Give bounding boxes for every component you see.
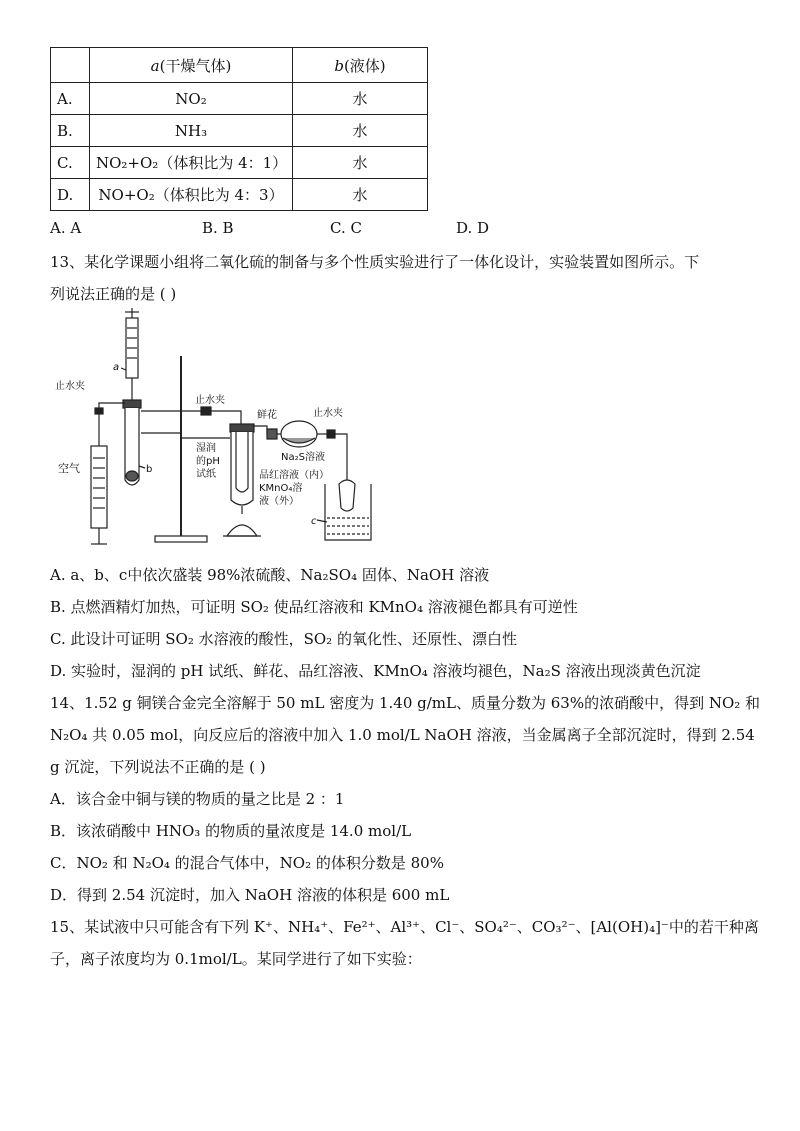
table-header-row <box>51 48 428 83</box>
label-pinhong-2: KMnO₄溶 <box>259 483 303 494</box>
row-gas: NO₂+O₂（体积比为 4：1） <box>90 147 293 179</box>
q15-stem-line2: 子，离子浓度均为 0.1mol/L。某同学进行了如下实验： <box>50 950 422 968</box>
q12-options <box>50 218 489 238</box>
label-air: 空气 <box>58 462 80 475</box>
label-stop-clamp-mid: 止水夹 <box>195 395 225 406</box>
row-liquid: 水 <box>293 115 428 147</box>
q14-stem-line1: 14、1.52 g 铜镁合金完全溶解于 50 mL 密度为 1.40 g/mL、质量分数为 63%的浓硝酸中，得到 NO₂ 和 <box>50 694 761 712</box>
var-b: b <box>334 56 344 75</box>
table-row <box>51 147 428 179</box>
table-header-blank <box>51 48 90 83</box>
label-ph-2: 的pH <box>196 456 220 467</box>
header-a-text: (干燥气体) <box>159 56 232 75</box>
funnel <box>339 480 355 511</box>
table-row <box>51 83 428 115</box>
q15-stem-line1: 15、某试液中只可能含有下列 K⁺、NH₄⁺、Fe²⁺、Al³⁺、Cl⁻、SO₄²⁻、CO₃²⁻、[Al(OH)₄]⁻中的若干种离 <box>50 918 759 936</box>
apparatus-diagram <box>55 308 385 550</box>
row-liquid: 水 <box>293 83 428 115</box>
q12-option-b[interactable]: B. B <box>202 219 234 237</box>
var-a: a <box>150 56 160 75</box>
q13-stem-line2: 列说法正确的是 ( ) <box>50 285 177 303</box>
gas-liquid-table <box>50 47 428 211</box>
row-gas: NO₂ <box>90 83 293 115</box>
label-stop-clamp-right: 止水夹 <box>313 408 343 419</box>
table-header-b <box>293 48 428 83</box>
label-a: a <box>113 362 120 373</box>
row-label: C. <box>51 147 90 179</box>
label-ph-1: 湿润 <box>196 443 216 454</box>
label-ph-3: 试纸 <box>196 469 216 480</box>
q14-stem-line3: g 沉淀，下列说法不正确的是 ( ) <box>50 758 266 776</box>
row-gas: NO+O₂（体积比为 4：3） <box>90 179 293 211</box>
row-liquid: 水 <box>293 179 428 211</box>
q14-option-a[interactable]: A．该合金中铜与镁的物质的量之比是 2 ：1 <box>50 790 345 808</box>
q12-option-a[interactable]: A. A <box>50 219 82 237</box>
q13-option-a[interactable]: A. a、b、c中依次盛装 98%浓硫酸、Na₂SO₄ 固体、NaOH 溶液 <box>50 566 490 584</box>
q13-stem-line1: 13、某化学课题小组将二氧化硫的制备与多个性质实验进行了一体化设计，实验装置如图所示。下 <box>50 253 700 271</box>
row-label: B. <box>51 115 90 147</box>
row-label: A. <box>51 83 90 115</box>
label-c: c <box>311 516 317 527</box>
q14-option-b[interactable]: B．该浓硝酸中 HNO₃ 的物质的量浓度是 14.0 mol/L <box>50 822 412 840</box>
row-liquid: 水 <box>293 147 428 179</box>
q12-option-d[interactable]: D. D <box>456 219 490 237</box>
label-b: b <box>146 464 153 475</box>
q12-option-c[interactable]: C. C <box>330 219 362 237</box>
label-stop-clamp-left: 止水夹 <box>55 381 85 392</box>
label-pinhong-1: 品红溶液（内） <box>259 470 329 481</box>
table-row <box>51 179 428 211</box>
q13-option-d[interactable]: D. 实验时，湿润的 pH 试纸、鲜花、品红溶液、KMnO₄ 溶液均褪色，Na₂S 溶液出现淡黄色沉淀 <box>50 662 701 680</box>
q13-option-b[interactable]: B. 点燃酒精灯加热，可证明 SO₂ 使品红溶液和 KMnO₄ 溶液褪色都具有可逆性 <box>50 598 578 616</box>
row-gas: NH₃ <box>90 115 293 147</box>
pinhong-inner-tube <box>236 432 248 492</box>
table-header-a <box>90 48 293 83</box>
label-pinhong-3: 液（外） <box>259 496 299 507</box>
alcohol-lamp <box>227 525 257 536</box>
q14-option-d[interactable]: D．得到 2.54 沉淀时，加入 NaOH 溶液的体积是 600 mL <box>50 886 450 904</box>
table-row <box>51 115 428 147</box>
q14-option-c[interactable]: C．NO₂ 和 N₂O₄ 的混合气体中，NO₂ 的体积分数是 80% <box>50 854 444 872</box>
row-label: D. <box>51 179 90 211</box>
q14-stem-line2: N₂O₄ 共 0.05 mol，向反应后的溶液中加入 1.0 mol/L NaOH 溶液，当金属离子全部沉淀时，得到 2.54 <box>50 726 755 744</box>
q13-option-c[interactable]: C. 此设计可证明 SO₂ 水溶液的酸性，SO₂ 的氧化性、还原性、漂白性 <box>50 630 517 648</box>
header-b-text: (液体) <box>343 56 386 75</box>
label-na2s: Na₂S溶液 <box>281 452 325 463</box>
label-flower: 鲜花 <box>257 410 277 421</box>
